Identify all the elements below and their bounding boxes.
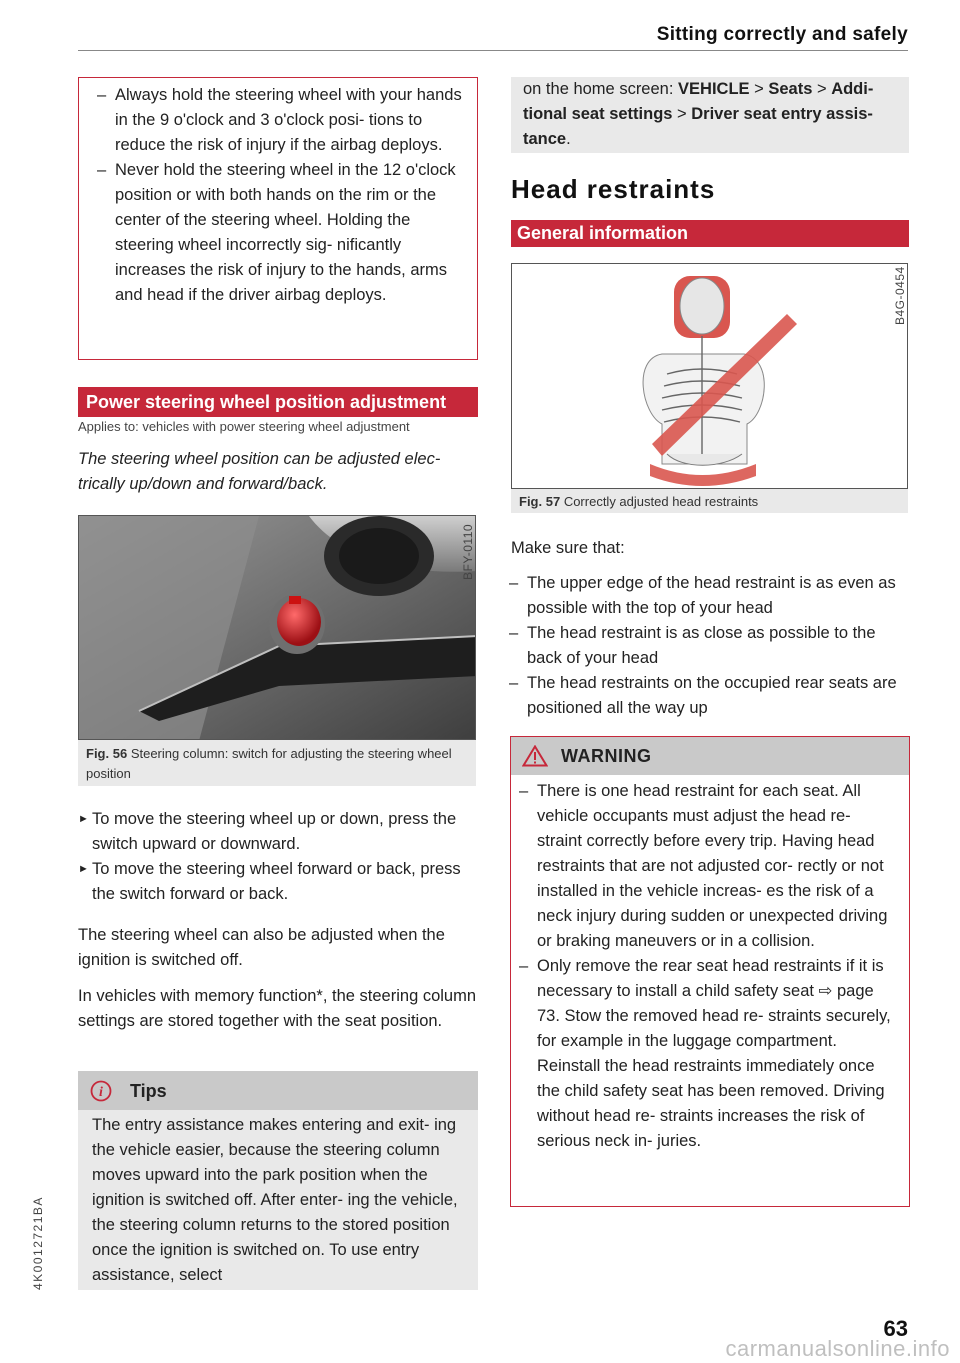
step-text: To move the steering wheel up or down, press the switch upward or downward.	[92, 810, 457, 853]
header-divider	[78, 50, 908, 51]
figure-57-label: Fig. 57	[519, 494, 561, 509]
checklist	[501, 571, 909, 721]
subsection-title-bar	[511, 220, 909, 247]
tips-text: The entry assistance makes entering and exit- ing the vehicle easier, because the steering column moves upward into the park position when the ignition is switched off. After enter- ing the vehicle, the steering column returns to the stored position once the ignition is switched on. To use entry assistance, select	[92, 1116, 458, 1284]
warning-triangle-icon	[522, 745, 548, 767]
figure-56-caption-box	[78, 740, 476, 786]
checklist-item: – The head restraint is as close as possible to the back of your head	[501, 621, 909, 671]
menu-path-item: Seats	[768, 80, 813, 98]
warning-item: – There is one head restraint for each seat. All vehicle occupants must adjust the head re- straint correctly before every trip. Having head restraints that are not adjusted cor- rectly or not installed in the vehicle increas- es the risk of a neck injury during sudden or unexpected driving or braking maneuvers or in a collision.	[511, 779, 899, 954]
watermark: carmanualsonline.info	[725, 1336, 950, 1361]
tips-cont-prefix: on the home screen:	[523, 80, 679, 98]
figure-56-code: BFY-0110	[461, 523, 475, 580]
subsection-title: General information	[517, 223, 689, 243]
paragraph: In vehicles with memory function*, the steering column settings are stored together with the seat position.	[78, 987, 477, 1030]
menu-path-item: Addi- tional seat settings	[523, 80, 874, 123]
head-restraint-illustration	[512, 264, 907, 488]
checklist-item: – The upper edge of the head restraint is as even as possible with the top of your head	[501, 571, 909, 621]
document-code: 4K0012721BA	[31, 1196, 45, 1290]
warning-header	[511, 737, 909, 775]
menu-path-item: Driver seat entry assis- tance	[523, 105, 873, 148]
info-icon	[90, 1080, 112, 1102]
make-sure-text: Make sure that:	[511, 539, 625, 557]
figure-56-label: Fig. 56	[86, 746, 128, 761]
warning-title: WARNING	[561, 746, 652, 766]
figure-56-image	[78, 515, 476, 740]
figure-56-caption: Steering column: switch for adjusting the steering wheel position	[86, 746, 452, 781]
page-number: 63	[883, 1316, 908, 1341]
warning-item: – Never hold the steering wheel in the 12 o'clock position or with both hands on the rim or the center of the steering wheel. Holding the steering wheel incorrectly sig- nificantly increases the risk of injury to the hands, arms and head if the driver airbag deploys.	[89, 158, 467, 308]
triangle-bullet-icon: ►	[78, 863, 89, 875]
step-item	[78, 807, 478, 857]
section-title: Power steering wheel position adjustment	[86, 392, 447, 412]
triangle-bullet-icon: ►	[78, 813, 89, 825]
steps-list	[78, 807, 478, 907]
warning-continuation-box	[78, 77, 478, 360]
svg-text:i: i	[99, 1085, 103, 1100]
warning-item: – Only remove the rear seat head restraints if it is necessary to install a child safety seat ⇨ page 73. Stow the removed head re- straints securely, for example in the luggage compartment. Reinstall the head restraints immediately once the child safety seat has been removed. Driving without head re- straints increases the risk of serious neck in- juries.	[511, 954, 899, 1154]
tips-continuation: on the home screen: VEHICLE > Seats > Addi- tional seat settings > Driver seat entry assis- tance.	[511, 77, 909, 153]
paragraph: The steering wheel can also be adjusted when the ignition is switched off.	[78, 926, 445, 969]
warning-item: – Always hold the steering wheel with your hands in the 9 o'clock and 3 o'clock posi- tions to reduce the risk of injury if the airbag deploys.	[89, 83, 467, 158]
figure-57-image	[511, 263, 908, 489]
tips-title: Tips	[130, 1081, 167, 1101]
checklist-item: – The head restraints on the occupied rear seats are positioned all the way up	[501, 671, 909, 721]
steering-column-illustration	[79, 516, 476, 740]
tips-header	[78, 1071, 478, 1110]
figure-57-caption: Correctly adjusted head restraints	[563, 494, 759, 509]
running-header: Sitting correctly and safely	[656, 24, 908, 45]
step-item	[78, 857, 478, 907]
figure-57-code: B4G-0454	[893, 266, 907, 325]
tips-body	[78, 1110, 478, 1290]
step-text: To move the steering wheel forward or back, press the switch forward or back.	[92, 860, 461, 903]
applies-to: Applies to: vehicles with power steering wheel adjustment	[78, 419, 410, 434]
warning-box	[510, 736, 910, 1207]
menu-path-item: VEHICLE	[678, 80, 750, 98]
section-heading: Head restraints	[511, 174, 716, 204]
figure-57-caption-box	[511, 489, 908, 513]
tips-cont-suffix: .	[566, 130, 571, 148]
intro-text: The steering wheel position can be adjusted elec- trically up/down and forward/back.	[78, 450, 441, 493]
section-title-bar	[78, 387, 478, 417]
